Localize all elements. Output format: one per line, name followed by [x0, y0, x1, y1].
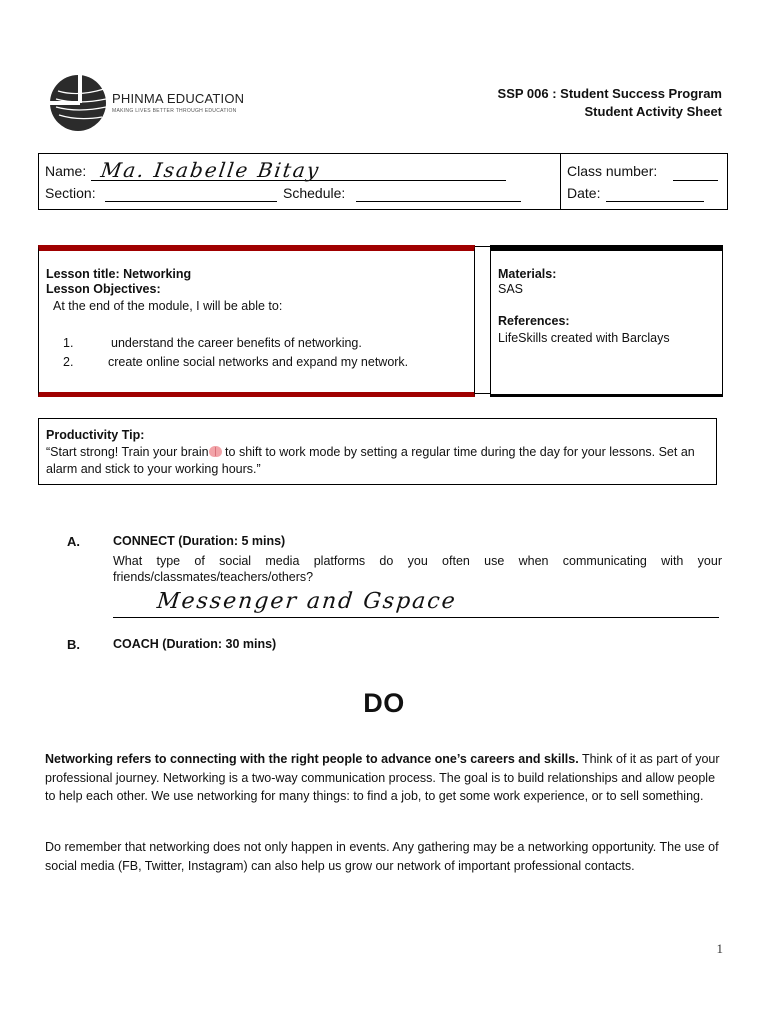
references-value: LifeSkills created with Barclays: [498, 331, 670, 345]
networking-explanation: Think of it as part of your professional journey. Networking is a two-way communication process. The goal is to build relationships and allow people to help each other. We use networking for many things: to find a job, to get some work experience, or to sell something.: [45, 752, 720, 803]
section-b-letter: B.: [67, 637, 80, 652]
connect-question-line1: What type of social media platforms do you often use when communicating with your: [113, 554, 722, 568]
section-b-title: COACH (Duration: 30 mins): [113, 637, 277, 651]
connect-answer: Messenger and Gspace: [155, 589, 459, 614]
networking-definition: Networking refers to connecting with the right people to advance one’s careers and skills.: [45, 752, 579, 766]
tip-text: [46, 444, 709, 478]
references-label: References:: [498, 314, 570, 328]
phinma-logo-icon: [50, 73, 106, 133]
schedule-line[interactable]: [356, 201, 521, 202]
lesson-objectives-label: Lesson Objectives:: [46, 282, 161, 296]
class-number-label: Class number:: [567, 163, 658, 179]
productivity-tip-box: [38, 418, 717, 485]
objective-number: 2.: [63, 355, 74, 369]
lesson-title: Lesson title: Networking: [46, 267, 192, 281]
social-media-paragraph: Do remember that networking does not only happen in events. Any gathering may be a networking opportunity. The use of social media (FB, Twitter, Instagram) can also help us grow our network of important professional contacts.: [45, 840, 719, 873]
sheet-title: Student Activity Sheet: [584, 104, 722, 119]
page-number: 1: [716, 941, 723, 956]
name-label: Name:: [45, 163, 87, 179]
info-divider: [560, 154, 561, 209]
tip-text-end: to shift to work mode by setting a regular time during the day for your lessons. Set an alarm and stick to your working hours.”: [46, 445, 695, 476]
connect-question-line2: friends/classmates/teachers/others?: [113, 570, 314, 584]
box-connector: [475, 246, 490, 394]
schedule-label: Schedule:: [283, 185, 346, 201]
materials-value: SAS: [498, 282, 524, 296]
objective-number: 1.: [63, 336, 74, 350]
answer-line[interactable]: [113, 617, 719, 618]
class-number-line[interactable]: [673, 180, 718, 181]
brand-tagline: MAKING LIVES BETTER THROUGH EDUCATION: [112, 108, 237, 114]
objective-text: understand the career benefits of networking.: [111, 336, 362, 350]
networking-paragraph: [45, 750, 725, 806]
brand-name: PHINMA EDUCATION: [112, 91, 245, 106]
objective-text: create online social networks and expand my network.: [108, 355, 409, 369]
date-label: Date:: [567, 185, 601, 201]
lesson-box: [38, 245, 475, 397]
lesson-intro: At the end of the module, I will be able to:: [53, 299, 283, 313]
date-line[interactable]: [606, 201, 704, 202]
section-line[interactable]: [105, 201, 277, 202]
do-heading: DO: [363, 688, 405, 718]
materials-box: [490, 245, 723, 397]
tip-label: Productivity Tip:: [46, 428, 145, 442]
objective-item: [63, 336, 362, 350]
tip-text-start: “Start strong! Train your brain: [46, 445, 209, 459]
brain-icon: [209, 446, 222, 457]
course-title: SSP 006 : Student Success Program: [497, 86, 722, 101]
student-info-box: [38, 153, 728, 210]
section-a-title: CONNECT (Duration: 5 mins): [113, 534, 286, 548]
name-value: Ma. Isabelle Bitay: [99, 158, 322, 182]
objective-item: [63, 355, 409, 369]
section-label: Section:: [45, 185, 96, 201]
materials-label: Materials:: [498, 267, 557, 281]
section-a-letter: A.: [67, 534, 80, 549]
